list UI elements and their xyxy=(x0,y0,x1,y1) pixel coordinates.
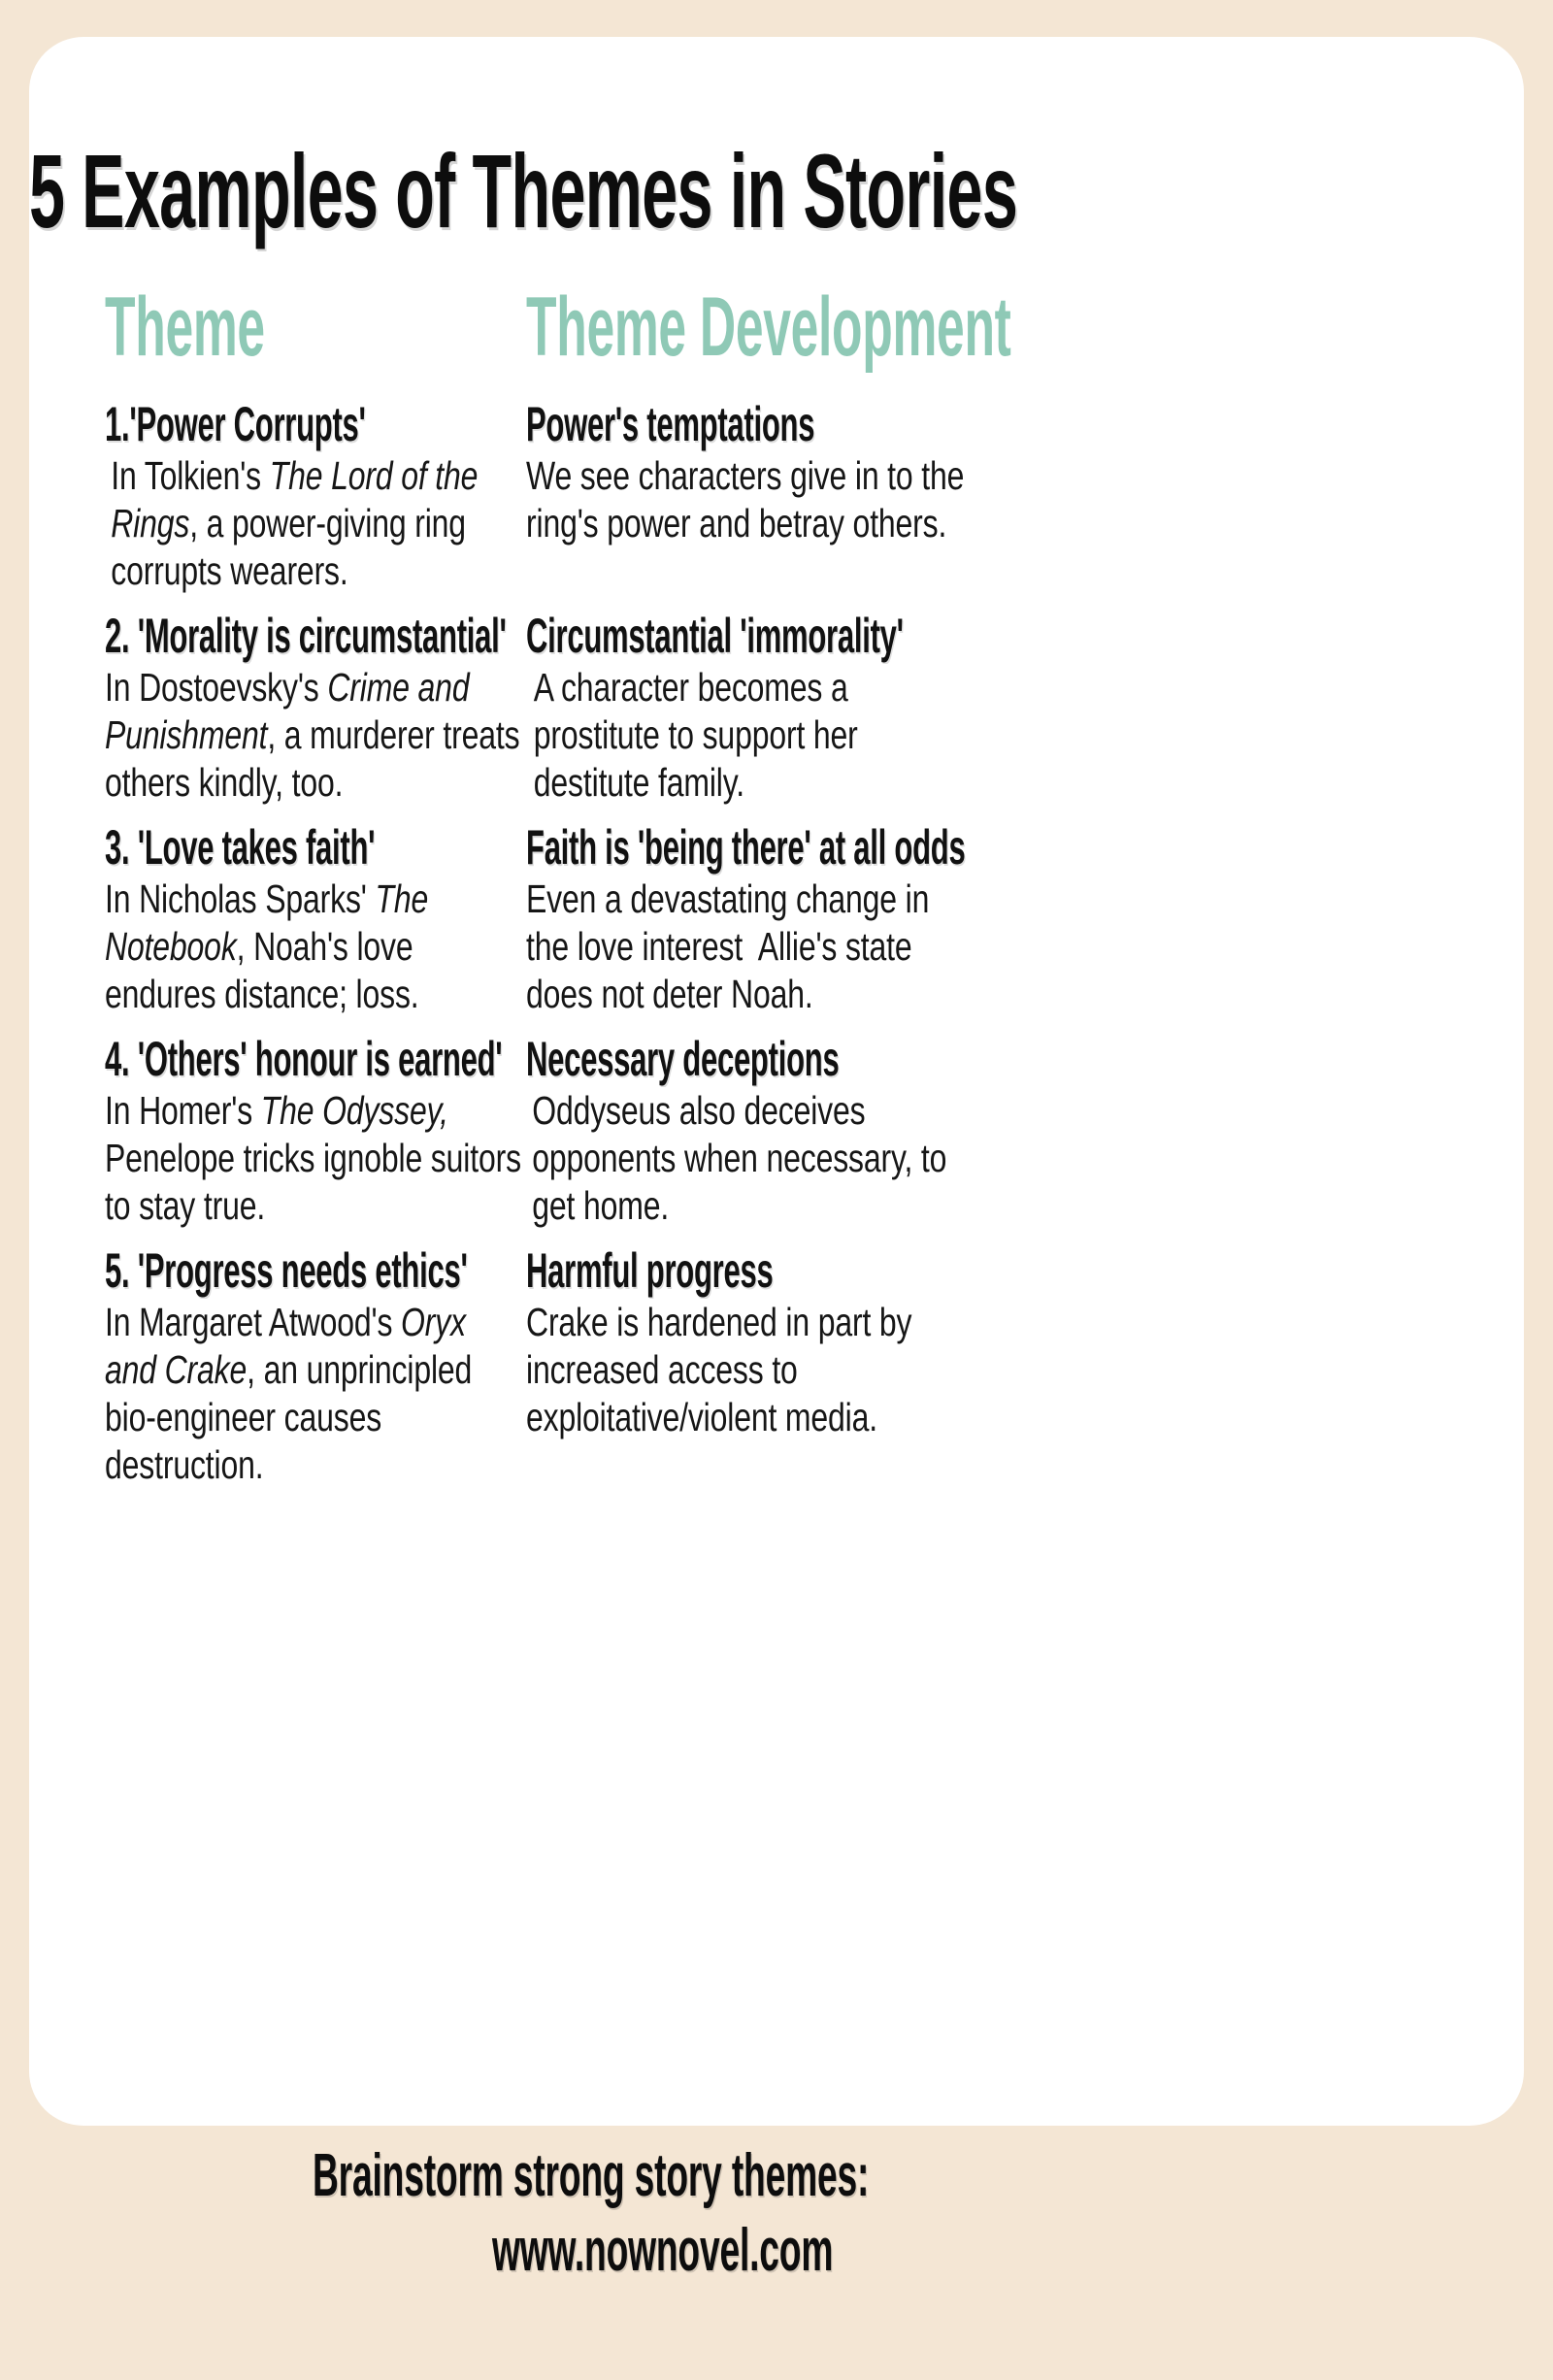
theme-heading xyxy=(105,819,522,876)
development-heading xyxy=(526,608,973,664)
content-card xyxy=(29,37,1524,2126)
themes-table xyxy=(29,396,1524,1487)
development-body: Crake is hardened in part by increased access to exploitative/violent media. xyxy=(526,1300,912,1439)
development-body: We see characters give in to the ring's power and betray others. xyxy=(526,453,965,545)
theme-cell xyxy=(105,1031,522,1230)
table-row xyxy=(29,1242,1524,1487)
development-body: A character becomes a prostitute to support her destitute family. xyxy=(533,665,858,805)
theme-body: In Nicholas Sparks' The Notebook, Noah's love endures distance; loss. xyxy=(105,876,429,1016)
development-cell xyxy=(526,819,973,1018)
theme-heading-text: 1.'Power Corrupts' xyxy=(105,397,366,451)
theme-body: In Dostoevsky's Crime and Punishment, a murderer treats others kindly, too. xyxy=(105,665,520,805)
development-heading-text: Circumstantial 'immorality' xyxy=(526,609,904,663)
table-row xyxy=(29,819,1524,1031)
footer-website[interactable] xyxy=(0,2216,1553,2285)
table-row xyxy=(29,608,1524,819)
theme-heading xyxy=(105,1242,522,1299)
theme-cell xyxy=(105,1242,522,1489)
footer-tagline-text: Brainstorm strong story themes: xyxy=(313,2142,870,2209)
theme-heading xyxy=(105,1031,522,1087)
theme-cell xyxy=(105,819,522,1018)
development-cell xyxy=(526,1031,973,1230)
footer-tagline xyxy=(0,2141,1553,2210)
theme-heading-text: 5. 'Progress needs ethics' xyxy=(105,1243,468,1298)
development-heading xyxy=(526,1031,973,1087)
development-heading-text: Power's temptations xyxy=(526,397,815,451)
theme-body: In Homer's The Odyssey, Penelope tricks ignoble suitors to stay true. xyxy=(105,1088,521,1228)
development-heading xyxy=(526,819,973,876)
theme-heading xyxy=(105,396,522,452)
theme-heading-text: 2. 'Morality is circumstantial' xyxy=(105,609,507,663)
development-heading xyxy=(526,1242,973,1299)
theme-heading xyxy=(105,608,522,664)
column-header-theme xyxy=(105,280,372,376)
table-row xyxy=(29,396,1524,608)
footer-website-text: www.nownovel.com xyxy=(492,2217,834,2284)
development-body: Even a devastating change in the love interest Allie's state does not deter Noah. xyxy=(526,876,930,1016)
development-cell xyxy=(526,608,973,807)
theme-cell xyxy=(105,396,522,595)
development-heading-text: Necessary deceptions xyxy=(526,1032,840,1086)
page-title xyxy=(29,130,1524,251)
development-heading xyxy=(526,396,973,452)
column-header-theme-label: Theme xyxy=(105,281,265,374)
table-row xyxy=(29,1031,1524,1242)
column-header-theme-development xyxy=(526,280,1335,376)
development-heading-text: Faith is 'being there' at all odds xyxy=(526,820,966,875)
theme-cell xyxy=(105,608,522,807)
theme-body: In Margaret Atwood's Oryx and Crake, an unprincipled bio-engineer causes destruction. xyxy=(105,1300,473,1487)
footer xyxy=(0,2141,1553,2285)
development-cell xyxy=(526,1242,973,1441)
theme-heading-text: 4. 'Others' honour is earned' xyxy=(105,1032,503,1086)
page-title-text: 5 Examples of Themes in Stories xyxy=(29,132,1018,249)
theme-body: In Tolkien's The Lord of the Rings, a power-giving ring corrupts wearers. xyxy=(111,453,479,593)
development-body: Oddyseus also deceives opponents when necessary, to get home. xyxy=(532,1088,947,1228)
development-heading-text: Harmful progress xyxy=(526,1243,774,1298)
development-cell xyxy=(526,396,973,547)
theme-heading-text: 3. 'Love takes faith' xyxy=(105,820,376,875)
column-header-theme-development-label: Theme Development xyxy=(526,281,1011,374)
